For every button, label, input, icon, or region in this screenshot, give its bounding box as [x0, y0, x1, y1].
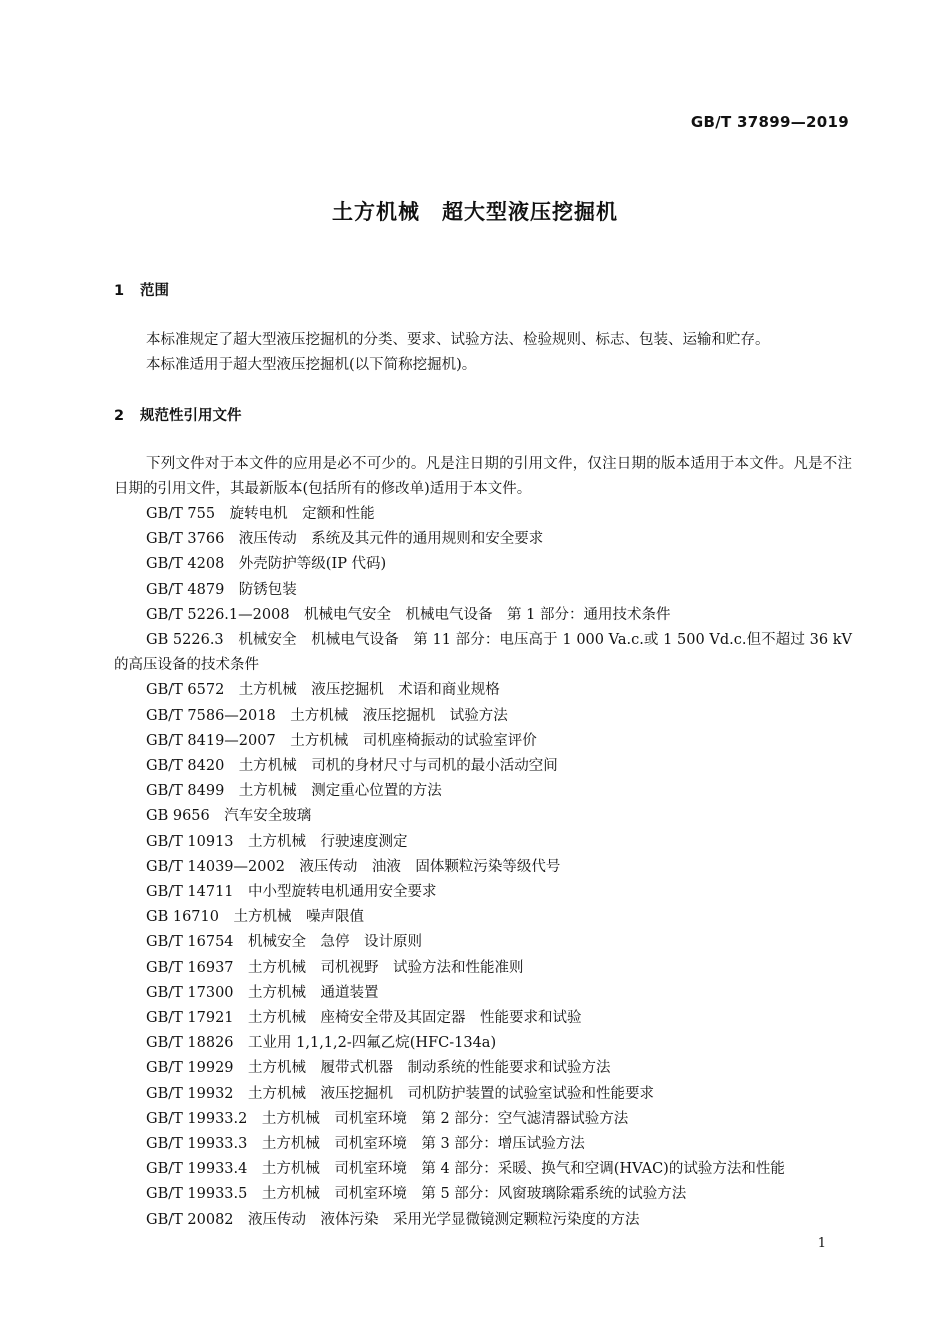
reference-item: GB/T 20082 液压传动 液体污染 采用光学显微镜测定颗粒污染度的方法 — [146, 1211, 640, 1228]
references-intro: 下列文件对于本文件的应用是必不可少的。凡是注日期的引用文件，仅注日期的版本适用于本文件。凡是不注日期的引用文件，其最新版本(包括所有的修改单)适用于本文件。 — [114, 456, 852, 497]
document-title: 土方机械 超大型液压挖掘机 — [332, 200, 618, 224]
reference-item: GB/T 10913 土方机械 行驶速度测定 — [146, 833, 408, 850]
section-2-heading — [114, 404, 242, 425]
standard-code: GB/T 37899—2019 — [690, 113, 849, 131]
reference-item: GB/T 19933.5 土方机械 司机室环境 第 5 部分：风窗玻璃除霜系统的试验方法 — [146, 1186, 687, 1203]
reference-item: GB/T 5226.1—2008 机械电气安全 机械电气设备 第 1 部分：通用技术条件 — [146, 606, 671, 623]
section-1-heading — [114, 279, 169, 300]
scope-paragraph-1: 本标准规定了超大型液压挖掘机的分类、要求、试验方法、检验规则、标志、包装、运输和贮存。 — [146, 332, 770, 348]
reference-item: GB/T 8420 土方机械 司机的身材尺寸与司机的最小活动空间 — [146, 758, 558, 775]
reference-item: GB/T 18826 工业用 1,1,1,2-四氟乙烷(HFC-134a) — [146, 1035, 497, 1052]
reference-item: GB/T 19933.3 土方机械 司机室环境 第 3 部分：增压试验方法 — [146, 1136, 585, 1153]
section-1-title: 范围 — [140, 283, 169, 299]
reference-item: GB/T 19932 土方机械 液压挖掘机 司机防护装置的试验室试验和性能要求 — [146, 1085, 655, 1102]
normative-references-list — [114, 502, 857, 1233]
reference-item: GB/T 19933.2 土方机械 司机室环境 第 2 部分：空气滤清器试验方法 — [146, 1110, 629, 1127]
reference-item: GB/T 14039—2002 液压传动 油液 固体颗粒污染等级代号 — [146, 858, 561, 875]
scope-paragraph-2: 本标准适用于超大型液压挖掘机(以下简称挖掘机)。 — [146, 357, 477, 373]
reference-item: GB/T 19933.4 土方机械 司机室环境 第 4 部分：采暖、换气和空调(HVAC)的试验方法和性能 — [146, 1161, 785, 1178]
reference-item: GB/T 3766 液压传动 系统及其元件的通用规则和安全要求 — [146, 531, 544, 548]
reference-item: GB/T 17921 土方机械 座椅安全带及其固定器 性能要求和试验 — [146, 1010, 582, 1027]
reference-item: GB/T 8499 土方机械 测定重心位置的方法 — [146, 783, 442, 800]
section-1-number: 1 — [114, 283, 125, 299]
reference-item: GB/T 755 旋转电机 定额和性能 — [146, 506, 375, 522]
section-2-title: 规范性引用文件 — [140, 408, 242, 424]
reference-item: GB/T 19929 土方机械 履带式机器 制动系统的性能要求和试验方法 — [146, 1060, 611, 1077]
reference-item: GB/T 7586—2018 土方机械 液压挖掘机 试验方法 — [146, 707, 508, 724]
page-number: 1 — [817, 1236, 826, 1251]
reference-item: GB/T 8419—2007 土方机械 司机座椅振动的试验室评价 — [146, 732, 537, 749]
reference-item: GB/T 4208 外壳防护等级(IP 代码) — [146, 556, 387, 573]
reference-item: GB/T 16937 土方机械 司机视野 试验方法和性能准则 — [146, 959, 524, 976]
reference-item: GB 9656 汽车安全玻璃 — [146, 808, 312, 825]
reference-item: GB/T 14711 中小型旋转电机通用安全要求 — [146, 884, 437, 901]
reference-item: GB 5226.3 机械安全 机械电气设备 第 11 部分：电压高于 1 000 Va.c.或 1 500 Vd.c.但不超过 36 kV 的高压设备的技术条件 — [114, 632, 857, 674]
reference-item: GB/T 17300 土方机械 通道装置 — [146, 984, 379, 1001]
reference-item: GB 16710 土方机械 噪声限值 — [146, 909, 364, 926]
reference-item: GB/T 4879 防锈包装 — [146, 581, 297, 598]
reference-item: GB/T 16754 机械安全 急停 设计原则 — [146, 934, 423, 951]
section-2-number: 2 — [114, 408, 125, 424]
reference-item: GB/T 6572 土方机械 液压挖掘机 术语和商业规格 — [146, 682, 500, 699]
